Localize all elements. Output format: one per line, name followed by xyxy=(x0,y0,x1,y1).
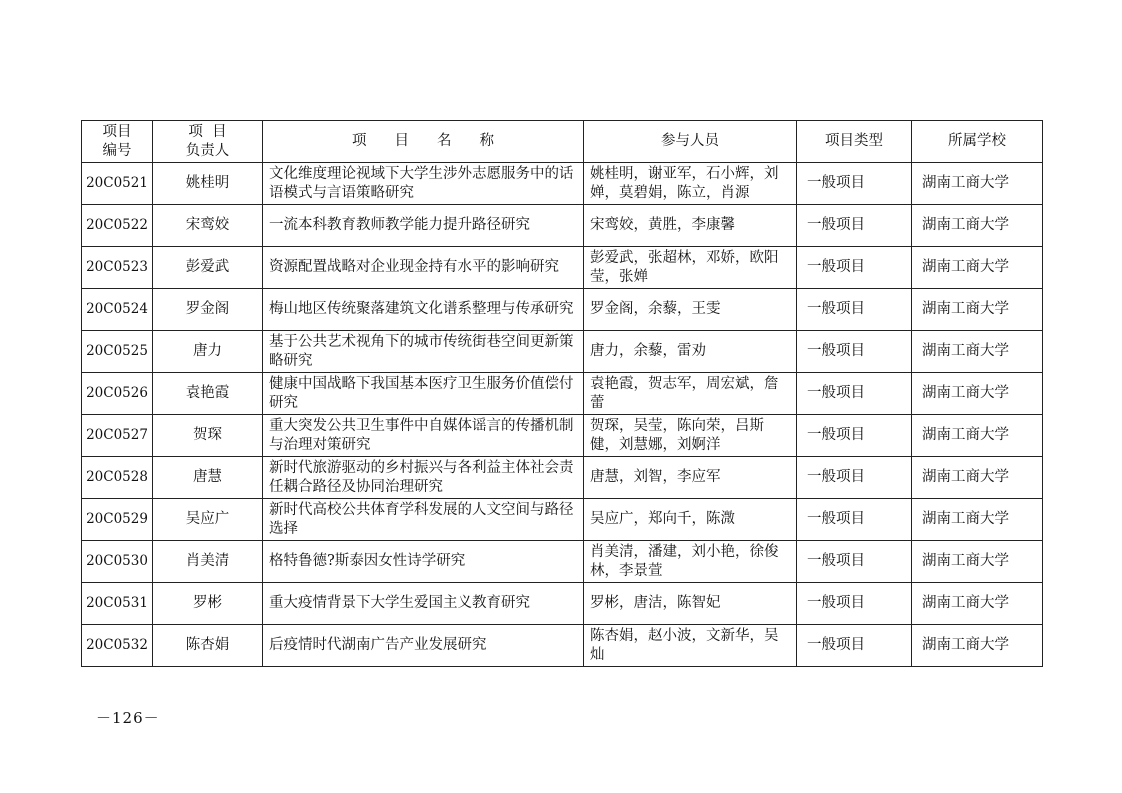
cell-members: 陈杏娟，赵小波，文新华，吴灿 xyxy=(584,625,797,667)
cell-project-type: 一般项目 xyxy=(797,583,912,625)
cell-project-leader: 唐慧 xyxy=(153,457,263,499)
cell-school: 湖南工商大学 xyxy=(912,583,1043,625)
page-number: －126－ xyxy=(96,709,160,727)
table-row xyxy=(82,163,1043,205)
cell-project-type: 一般项目 xyxy=(797,205,912,247)
cell-school: 湖南工商大学 xyxy=(912,373,1043,415)
cell-school: 湖南工商大学 xyxy=(912,415,1043,457)
cell-project-number: 20C0532 xyxy=(82,625,153,667)
header-project-type: 项目类型 xyxy=(797,121,912,163)
cell-project-name: 新时代高校公共体育学科发展的人文空间与路径选择 xyxy=(263,499,584,541)
cell-project-number: 20C0522 xyxy=(82,205,153,247)
table-row xyxy=(82,583,1043,625)
table-row xyxy=(82,625,1043,667)
cell-project-type: 一般项目 xyxy=(797,541,912,583)
cell-project-number: 20C0521 xyxy=(82,163,153,205)
table-row xyxy=(82,331,1043,373)
project-table-container xyxy=(81,120,1042,667)
cell-project-leader: 吴应广 xyxy=(153,499,263,541)
cell-project-leader: 宋鸾姣 xyxy=(153,205,263,247)
table-body xyxy=(82,163,1043,667)
cell-project-name: 一流本科教育教师教学能力提升路径研究 xyxy=(263,205,584,247)
table-row xyxy=(82,205,1043,247)
cell-project-leader: 唐力 xyxy=(153,331,263,373)
cell-project-name: 基于公共艺术视角下的城市传统街巷空间更新策略研究 xyxy=(263,331,584,373)
cell-project-name: 梅山地区传统聚落建筑文化谱系整理与传承研究 xyxy=(263,289,584,331)
cell-school: 湖南工商大学 xyxy=(912,499,1043,541)
cell-school: 湖南工商大学 xyxy=(912,541,1043,583)
cell-project-type: 一般项目 xyxy=(797,415,912,457)
header-project-number: 项目 编号 xyxy=(82,121,153,163)
cell-project-number: 20C0528 xyxy=(82,457,153,499)
cell-school: 湖南工商大学 xyxy=(912,289,1043,331)
cell-members: 唐力，余藜，雷劝 xyxy=(584,331,797,373)
cell-project-name: 后疫情时代湖南广告产业发展研究 xyxy=(263,625,584,667)
cell-members: 罗彬，唐洁，陈智妃 xyxy=(584,583,797,625)
cell-project-number: 20C0530 xyxy=(82,541,153,583)
header-school: 所属学校 xyxy=(912,121,1043,163)
cell-members: 吴应广，郑向千，陈溦 xyxy=(584,499,797,541)
table-row xyxy=(82,247,1043,289)
cell-school: 湖南工商大学 xyxy=(912,247,1043,289)
cell-project-leader: 彭爱武 xyxy=(153,247,263,289)
table-row xyxy=(82,373,1043,415)
cell-project-leader: 罗彬 xyxy=(153,583,263,625)
cell-project-leader: 陈杏娟 xyxy=(153,625,263,667)
cell-members: 贺琛，吴莹，陈向荣，吕斯健，刘慧娜，刘婀洋 xyxy=(584,415,797,457)
cell-project-name: 资源配置战略对企业现金持有水平的影响研究 xyxy=(263,247,584,289)
cell-project-name: 新时代旅游驱动的乡村振兴与各利益主体社会责任耦合路径及协同治理研究 xyxy=(263,457,584,499)
cell-project-leader: 贺琛 xyxy=(153,415,263,457)
cell-members: 彭爱武，张超林，邓娇，欧阳莹，张婵 xyxy=(584,247,797,289)
cell-project-leader: 罗金阁 xyxy=(153,289,263,331)
header-project-name: 项目名称 xyxy=(263,121,584,163)
cell-project-leader: 姚桂明 xyxy=(153,163,263,205)
table-row xyxy=(82,415,1043,457)
cell-project-number: 20C0526 xyxy=(82,373,153,415)
table-row xyxy=(82,499,1043,541)
cell-project-type: 一般项目 xyxy=(797,247,912,289)
cell-project-type: 一般项目 xyxy=(797,289,912,331)
cell-members: 姚桂明，谢亚军，石小辉，刘婵，莫碧娟，陈立，肖源 xyxy=(584,163,797,205)
cell-members: 宋鸾姣，黄胜，李康馨 xyxy=(584,205,797,247)
cell-project-number: 20C0524 xyxy=(82,289,153,331)
cell-project-number: 20C0531 xyxy=(82,583,153,625)
cell-project-type: 一般项目 xyxy=(797,457,912,499)
cell-project-leader: 肖美清 xyxy=(153,541,263,583)
cell-project-leader: 袁艳霞 xyxy=(153,373,263,415)
cell-school: 湖南工商大学 xyxy=(912,625,1043,667)
cell-project-type: 一般项目 xyxy=(797,625,912,667)
cell-project-name: 重大突发公共卫生事件中自媒体谣言的传播机制与治理对策研究 xyxy=(263,415,584,457)
table-header-row xyxy=(82,121,1043,163)
table-row xyxy=(82,457,1043,499)
project-table xyxy=(81,120,1043,667)
cell-project-number: 20C0529 xyxy=(82,499,153,541)
cell-project-name: 健康中国战略下我国基本医疗卫生服务价值偿付研究 xyxy=(263,373,584,415)
cell-project-type: 一般项目 xyxy=(797,373,912,415)
cell-members: 唐慧，刘智，李应军 xyxy=(584,457,797,499)
cell-project-number: 20C0527 xyxy=(82,415,153,457)
table-row xyxy=(82,541,1043,583)
table-row xyxy=(82,289,1043,331)
cell-project-name: 文化维度理论视域下大学生涉外志愿服务中的话语模式与言语策略研究 xyxy=(263,163,584,205)
cell-members: 肖美清，潘建，刘小艳，徐俊林，李景萱 xyxy=(584,541,797,583)
cell-members: 罗金阁，余藜，王雯 xyxy=(584,289,797,331)
cell-project-type: 一般项目 xyxy=(797,331,912,373)
cell-school: 湖南工商大学 xyxy=(912,163,1043,205)
header-members: 参与人员 xyxy=(584,121,797,163)
header-project-leader: 项 目 负责人 xyxy=(153,121,263,163)
cell-members: 袁艳霞，贺志军，周宏斌，詹蕾 xyxy=(584,373,797,415)
cell-project-type: 一般项目 xyxy=(797,163,912,205)
cell-school: 湖南工商大学 xyxy=(912,331,1043,373)
cell-project-number: 20C0525 xyxy=(82,331,153,373)
cell-school: 湖南工商大学 xyxy=(912,205,1043,247)
cell-school: 湖南工商大学 xyxy=(912,457,1043,499)
cell-project-name: 格特鲁德?斯泰因女性诗学研究 xyxy=(263,541,584,583)
cell-project-number: 20C0523 xyxy=(82,247,153,289)
cell-project-name: 重大疫情背景下大学生爱国主义教育研究 xyxy=(263,583,584,625)
cell-project-type: 一般项目 xyxy=(797,499,912,541)
